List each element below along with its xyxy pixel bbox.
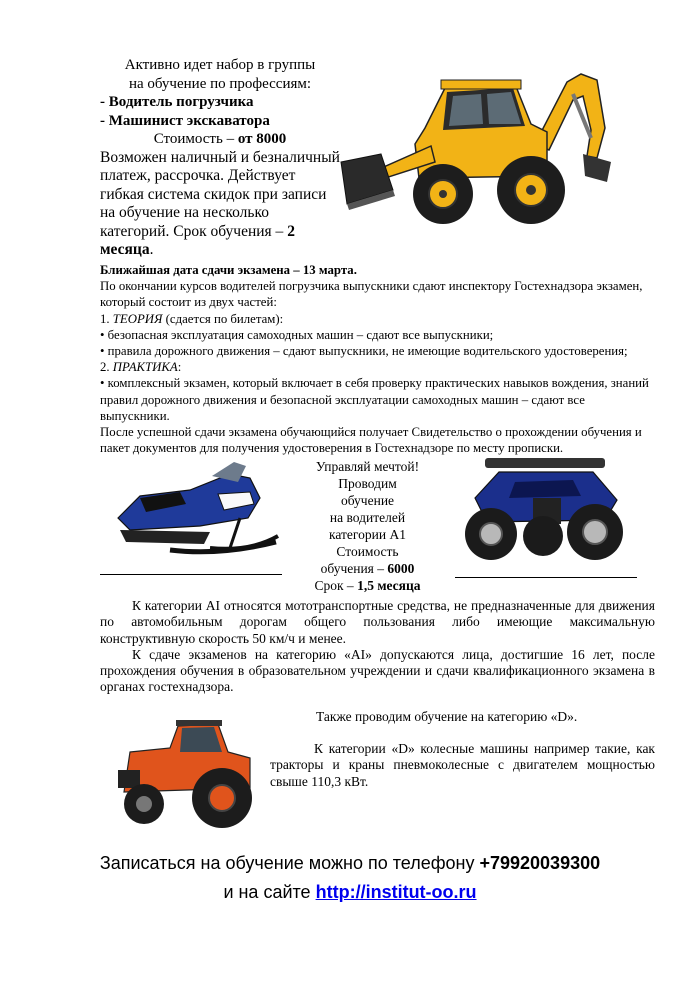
exam-info <box>100 262 655 456</box>
headline-line2: на обучение по профессиям: <box>128 75 312 92</box>
promo-term <box>300 577 435 594</box>
category-d-heading: Также проводим обучение на категорию «D». <box>316 709 578 724</box>
promo-term-value: 1,5 месяца <box>357 578 421 593</box>
category-a1-description <box>100 598 655 696</box>
payment-text <box>100 149 340 260</box>
site-link[interactable]: http://institut-oo.ru <box>315 882 477 902</box>
promo-cost <box>300 560 435 577</box>
payment-info: Возможен наличный и безналичный платеж, рассрочка. Действует гибкая система скидок при записи на обучение на несколько категорий. Срок обучения – <box>100 148 340 240</box>
term-dot: . <box>149 241 154 258</box>
theory-number: 1. <box>100 311 113 326</box>
category-d-description: К категории «D» колесные машины например такие, как тракторы и краны пневмоколесные с двигателем мощностью свыше 110,3 кВт. <box>270 741 655 789</box>
promo-cost-label: обучения – <box>320 561 385 576</box>
promo-cost-value: 6000 <box>387 561 415 576</box>
exam-after: После успешной сдачи экзамена обучающийся получает Свидетельство о прохождении обучения и пакет документов для получения удостоверения в Гостехнадзоре по месту прописки. <box>100 425 642 456</box>
exam-date <box>100 262 655 278</box>
cost-label: Стоимость – <box>153 131 235 147</box>
promo-line4: на водителей <box>329 510 406 525</box>
tractor-image <box>100 712 260 832</box>
phone-line <box>50 849 650 878</box>
theory-word: ТЕОРИЯ <box>112 311 163 326</box>
category-a1-admission: К сдаче экзаменов на категорию «AI» допускаются лица, достигшие 16 лет, после прохождения обучения в образовательном учреждении и сдачи квалификационного экзамена в органах гостехнадзора. <box>100 646 655 695</box>
exam-bullet-3: • комплексный экзамен, который включает в себя проверку практических навыков вождения, знаний правил дорожного движения и безопасной эксплуатации самоходных машин – сдают все выпускники. <box>100 376 649 423</box>
exam-part-theory <box>100 311 655 327</box>
exam-part-practice <box>100 359 655 375</box>
headline-line1: Активно идет набор в группы <box>124 57 316 73</box>
category-a1-definition: К категории AI относятся мототранспортные средства, не предназначенные для движения по автомобильным дорогам общего пользования либо имеющие максимальную конструктивную скорость 50 км/ч и менее. <box>100 598 655 646</box>
exam-date-value: 13 марта. <box>302 263 357 277</box>
backhoe-loader-image <box>335 58 625 230</box>
site-label: и на сайте <box>223 882 311 902</box>
promo-slogan: Управляй мечтой! <box>315 459 420 474</box>
practice-rest: : <box>177 360 182 375</box>
exam-bullet-1: • безопасная эксплуатация самоходных машин – сдают все выпускники; <box>100 327 494 342</box>
term-value: 2 месяца <box>100 222 295 258</box>
cost-value: от 8000 <box>237 131 287 147</box>
contact-footer <box>50 849 650 907</box>
category-a1-promo <box>300 458 435 594</box>
cost-line <box>100 130 340 149</box>
exam-bullet-2: • правила дорожного движения – сдают выпускники, не имеющие водительского удостоверения; <box>100 344 628 359</box>
phone-number[interactable]: +79920039300 <box>479 853 601 873</box>
snowmobile-divider <box>100 574 282 575</box>
exam-intro: По окончании курсов водителей погрузчика выпускники сдают инспектору Гостехнадзора экзамен, который состоит из двух частей: <box>100 279 643 310</box>
promo-term-label: Срок – <box>314 578 354 593</box>
theory-rest: (сдается по билетам): <box>162 311 284 326</box>
exam-date-label: Ближайшая дата сдачи экзамена – <box>100 263 300 277</box>
site-line <box>50 878 650 907</box>
promo-line2: Проводим <box>338 476 397 491</box>
phone-label: Записаться на обучение можно по телефону <box>99 853 475 873</box>
promo-line5: категории А1 <box>329 527 406 542</box>
promo-line3: обучение <box>340 493 395 508</box>
atv-image <box>455 442 635 570</box>
practice-word: ПРАКТИКА <box>112 360 178 375</box>
profession-excavator-operator: - Машинист экскаватора <box>100 112 270 129</box>
recruitment-text <box>100 56 340 260</box>
profession-loader-driver: - Водитель погрузчика <box>100 94 254 110</box>
atv-divider <box>455 577 637 578</box>
promo-line6: Стоимость <box>336 544 399 559</box>
snowmobile-image <box>100 452 282 560</box>
practice-number: 2. <box>100 360 113 375</box>
